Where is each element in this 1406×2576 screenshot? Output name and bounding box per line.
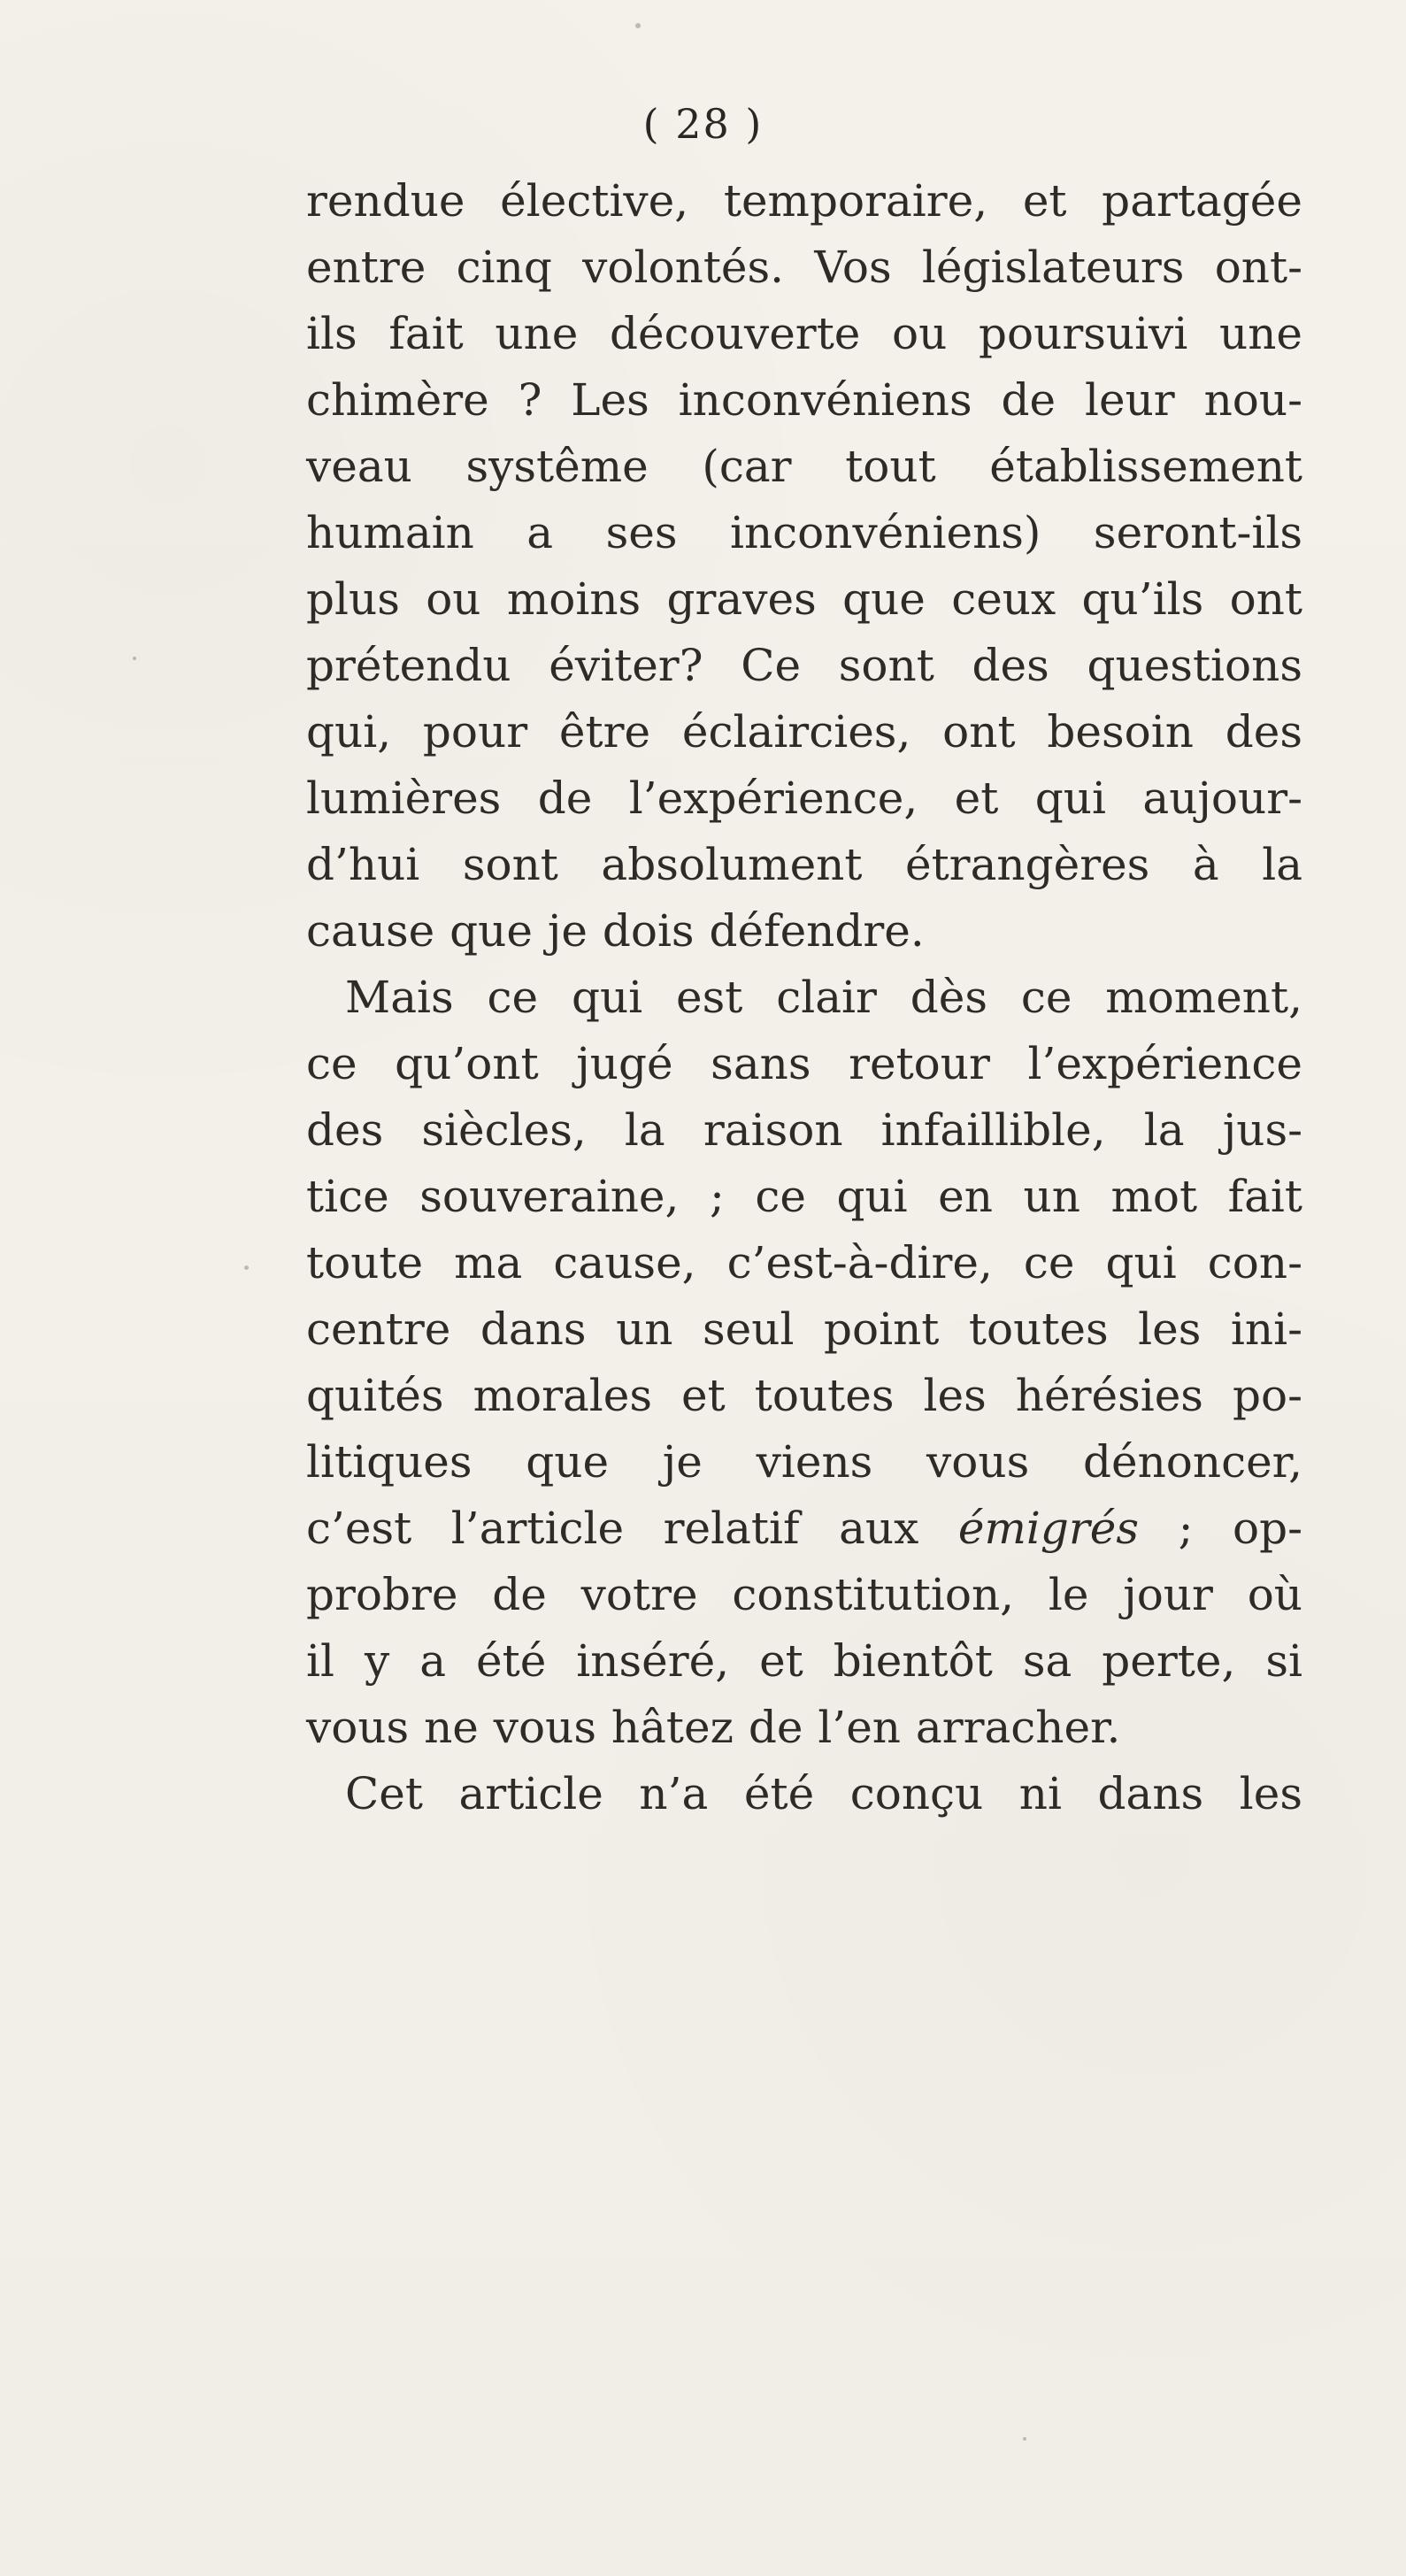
paragraph-end-line: vous ne vous hâtez de l’en arracher. — [306, 1702, 1121, 1753]
text-line: centre dans un seul point toutes les ini- — [306, 1303, 1302, 1355]
text-line: plus ou moins graves que ceux qu’ils ont — [306, 573, 1302, 625]
text-line: entre cinq volontés. Vos législateurs ont- — [306, 242, 1302, 293]
paper-speck — [635, 23, 641, 28]
text-line: humain a ses inconvéniens) seront-ils — [306, 507, 1302, 558]
paper-speck — [1212, 400, 1216, 404]
paper-speck — [244, 1265, 249, 1270]
page-number: ( 28 ) — [642, 100, 764, 148]
text-line: d’hui sont absolument étrangères à la — [306, 839, 1302, 890]
paragraph-start-line: Cet article n’a été conçu ni dans les — [345, 1768, 1302, 1819]
text-line: il y a été inséré, et bientôt sa perte, si — [306, 1635, 1302, 1687]
text-block — [306, 168, 1302, 1827]
text-line: toute ma cause, c’est-à-dire, ce qui con- — [306, 1237, 1302, 1288]
text-line: probre de votre constitution, le jour où — [306, 1569, 1302, 1620]
text-line-with-emphasis — [306, 1496, 1302, 1562]
text-line: lumières de l’expérience, et qui aujour- — [306, 773, 1302, 824]
text-line: rendue élective, temporaire, et partagée — [306, 175, 1302, 227]
text-line: litiques que je viens vous dénoncer, — [306, 1436, 1302, 1488]
text-line: quités morales et toutes les hérésies po- — [306, 1370, 1302, 1421]
text-run: c’est l’article relatif aux — [306, 1503, 958, 1554]
paragraph-end-line: cause que je dois défendre. — [306, 905, 925, 957]
text-line: prétendu éviter? Ce sont des questions — [306, 640, 1302, 691]
paper-speck — [133, 657, 136, 660]
text-line: ils fait une découverte ou poursuivi une — [306, 308, 1302, 359]
paper-speck — [1023, 2437, 1026, 2441]
text-line: chimère ? Les inconvéniens de leur nou- — [306, 374, 1302, 426]
text-line: des siècles, la raison infaillible, la jus- — [306, 1104, 1302, 1156]
text-line: veau systême (car tout établissement — [306, 441, 1302, 492]
paragraph-start-line: Mais ce qui est clair dès ce moment, — [345, 972, 1302, 1023]
text-line: tice souveraine, ; ce qui en un mot fait — [306, 1171, 1302, 1222]
text-line: ce qu’ont jugé sans retour l’expérience — [306, 1038, 1302, 1089]
text-run: ; op- — [1139, 1503, 1302, 1554]
italic-word: émigrés — [957, 1503, 1140, 1554]
text-line: qui, pour être éclaircies, ont besoin des — [306, 706, 1302, 757]
